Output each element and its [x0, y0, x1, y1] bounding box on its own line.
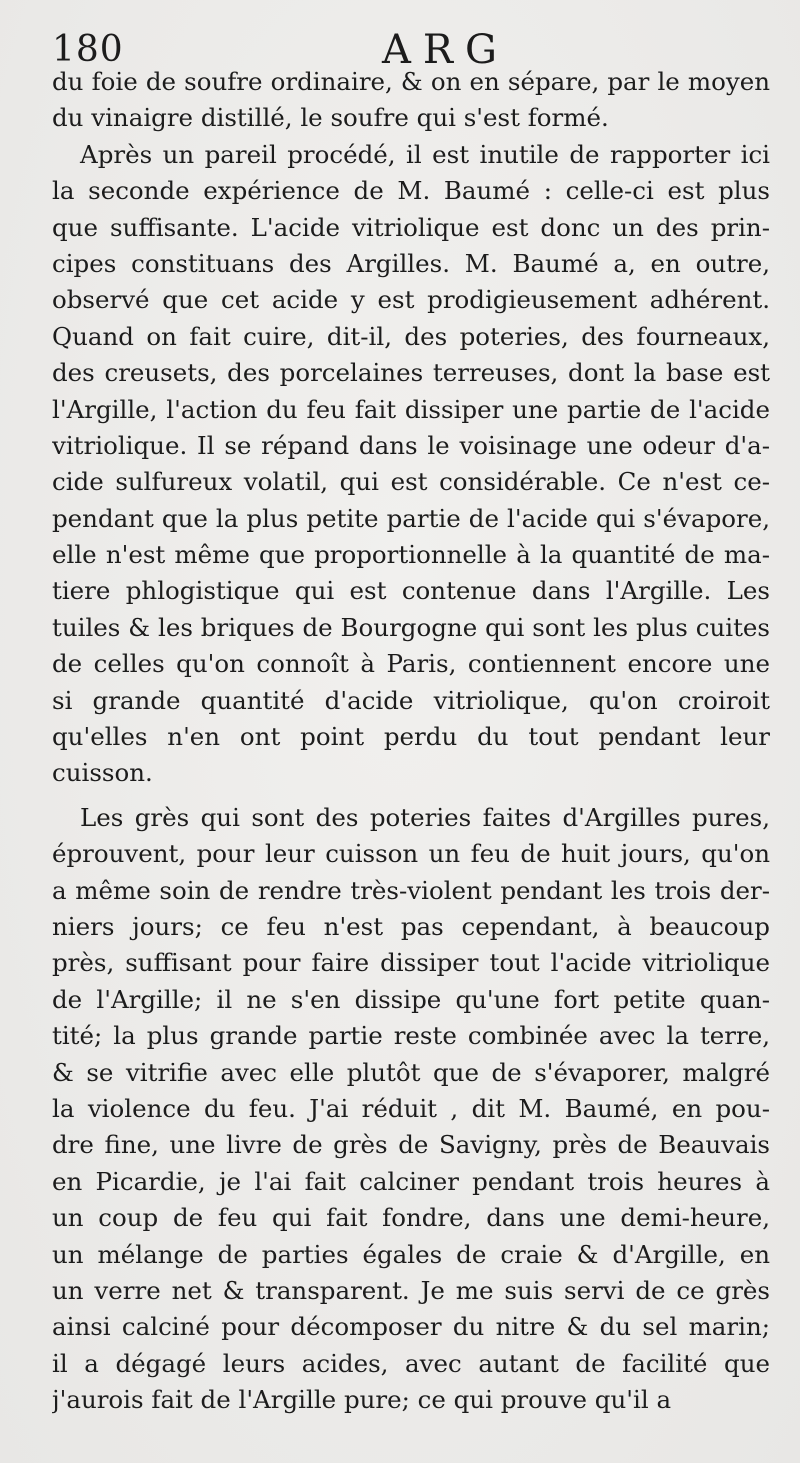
text-line: dre fine, une livre de grès de Savigny, près de Beauvais [52, 1130, 770, 1160]
text-line: elle n'est même que proportionnelle à la quantité de ma- [52, 540, 770, 570]
paragraph [52, 64, 770, 137]
text-line: cide sulfureux volatil, qui est considérable. Ce n'est ce- [52, 467, 770, 497]
text-line: un verre net & transparent. Je me suis servi de ce grès [52, 1275, 770, 1305]
text-line: cuisson. [52, 758, 153, 788]
text-line: près, suffisant pour faire dissiper tout l'acide vitriolique [52, 948, 770, 978]
text-line: Les grès qui sont des poteries faites d'Argilles pures, [80, 802, 770, 832]
text-line: la seconde expérience de M. Baumé : celle-ci est plus [52, 176, 770, 206]
page-number: 180 [52, 29, 124, 70]
paragraph [52, 800, 770, 1419]
text-line: des creusets, des porcelaines terreuses, dont la base est [52, 358, 770, 388]
text-line: cipes constituans des Argilles. M. Baumé a, en outre, [52, 248, 770, 278]
text-line: tité; la plus grande partie reste combinée avec la terre, [52, 1021, 770, 1051]
paragraph [52, 137, 770, 792]
text-line: en Picardie, je l'ai fait calciner pendant trois heures à [52, 1166, 770, 1196]
text-line: de celles qu'on connoît à Paris, contiennent encore une [52, 649, 770, 679]
body-text [52, 64, 770, 1418]
text-line: l'Argille, l'action du feu fait dissiper une partie de l'acide [52, 394, 770, 424]
text-line: un coup de feu qui fait fondre, dans une demi-heure, [52, 1203, 770, 1233]
text-line: du vinaigre distillé, le soufre qui s'est formé. [52, 103, 609, 133]
text-line: ainsi calciné pour décomposer du nitre & du sel marin; [52, 1312, 770, 1342]
text-line: il a dégagé leurs acides, avec autant de facilité que [52, 1348, 770, 1378]
text-line: qu'elles n'en ont point perdu du tout pendant leur [52, 722, 770, 752]
text-line: pendant que la plus petite partie de l'acide qui s'évapore, [52, 503, 770, 533]
text-line: si grande quantité d'acide vitriolique, qu'on croiroit [52, 685, 770, 715]
text-line: j'aurois fait de l'Argille pure; ce qui prouve qu'il a [52, 1385, 672, 1415]
text-line: du foie de soufre ordinaire, & on en sépare, par le moyen [52, 67, 770, 96]
text-line: observé que cet acide y est prodigieusement adhérent. [52, 285, 770, 315]
text-line: Après un pareil procédé, il est inutile de rapporter ici [80, 139, 770, 169]
text-line: de l'Argille; il ne s'en dissipe qu'une fort petite quan- [52, 984, 770, 1014]
text-line: tuiles & les briques de Bourgogne qui sont les plus cuites [52, 612, 770, 642]
text-line: éprouvent, pour leur cuisson un feu de huit jours, qu'on [52, 839, 770, 869]
text-line: a même soin de rendre très-violent pendant les trois der- [52, 875, 770, 905]
paragraph-gap [52, 792, 770, 800]
text-line: que suffisante. L'acide vitriolique est donc un des prin- [52, 212, 770, 242]
text-line: Quand on fait cuire, dit-il, des poteries, des fourneaux, [52, 321, 770, 351]
text-line: niers jours; ce feu n'est pas cependant, à beaucoup [52, 911, 770, 941]
running-title: ARG [382, 27, 509, 73]
text-line: vitriolique. Il se répand dans le voisinage une odeur d'a- [52, 430, 770, 460]
text-line: un mélange de parties égales de craie & d'Argille, en [52, 1239, 770, 1269]
text-line: & se vitrifie avec elle plutôt que de s'évaporer, malgré [52, 1057, 770, 1087]
text-line: tiere phlogistique qui est contenue dans l'Argille. Les [52, 576, 770, 606]
text-line: la violence du feu. J'ai réduit , dit M. Baumé, en pou- [52, 1093, 770, 1123]
